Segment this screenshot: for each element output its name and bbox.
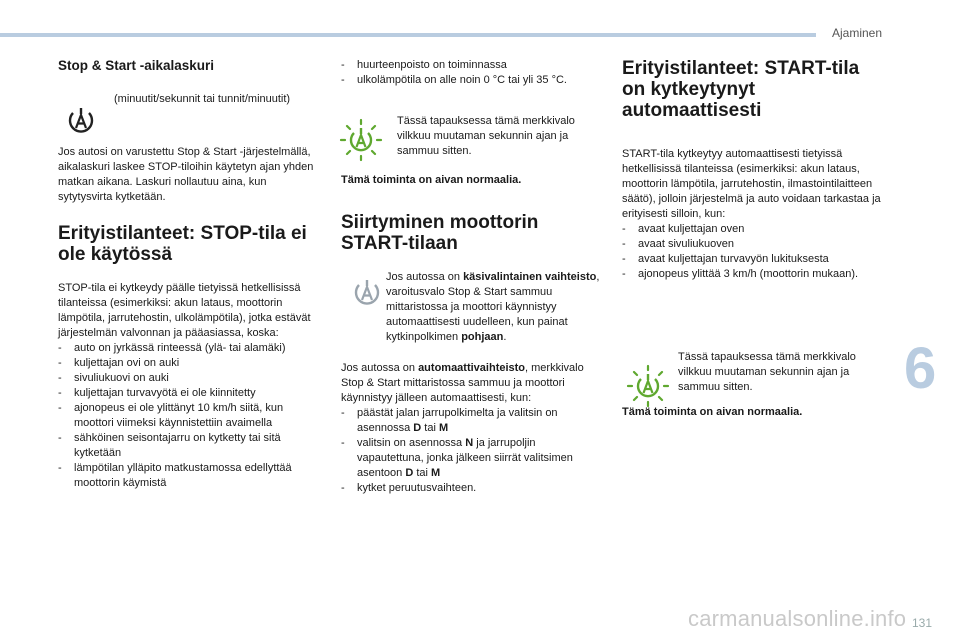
stop-start-green-icon <box>626 364 670 408</box>
counter-unit: (minuutit/sekunnit tai tunnit/minuutit) <box>114 93 291 105</box>
list-item: - sähköinen seisontajarru on kytketty tai sitä kytketään <box>58 431 320 461</box>
list-item: - avaat kuljettajan turvavyön lukituksesta <box>622 252 886 267</box>
section-title: Ajaminen <box>832 26 883 40</box>
blink-text: Tässä tapauksessa tämä merkkivalo vilkkuu muutaman sekunnin ajan ja sammuu sitten. <box>397 115 575 157</box>
start-intro: START-tila kytkeytyy automaattisesti tietyissä hetkellisissä tilanteissa (esimerkiksi: akun lataus, moottorin lämpötila, jarrutehostin, ilmastointilaitteen säätö), jolloin järjestelmä ja auto voidaan tarkastaa ja erityisesti silloin, kun: <box>622 148 881 220</box>
list-item: - päästät jalan jarrupolkimelta ja valitsin on asennossa D tai M <box>341 406 603 436</box>
stop-start-icon <box>64 104 98 138</box>
list-item: - kuljettajan turvavyötä ei ole kiinnitetty <box>58 386 320 401</box>
list-item: - ajonopeus ylittää 3 km/h (moottorin mukaan). <box>622 267 886 282</box>
normal-text: Tämä toiminta on aivan normaalia. <box>341 174 522 186</box>
blink-text: Tässä tapauksessa tämä merkkivalo vilkkuu muutaman sekunnin ajan ja sammuu sitten. <box>678 351 856 393</box>
list-item: - kuljettajan ovi on auki <box>58 356 320 371</box>
list-item: - kytket peruutusvaihteen. <box>341 481 603 496</box>
stop-heading: Erityistilanteet: STOP-tila ei ole käytössä <box>58 223 307 265</box>
list-item: - huurteenpoisto on toiminnassa <box>341 58 603 73</box>
list-item: - avaat kuljettajan oven <box>622 222 886 237</box>
stop-start-green-icon <box>339 118 383 162</box>
start-heading: Erityistilanteet: START-tila on kytkeytynyt automaattisesti <box>622 58 860 121</box>
stop-start-gray-icon <box>350 276 384 310</box>
list-item: - valitsin on asennossa N ja jarrupoljin vapautettuna, jonka jälkeen siirrät valitsimen asentoon D tai M <box>341 436 603 481</box>
chapter-number: 6 <box>904 336 937 401</box>
auto-gearbox-text: Jos autossa on automaattivaihteisto, merkkivalo Stop & Start mittaristossa sammuu ja moottori käynnistyy jälleen automaattisesti, kun: <box>341 362 584 404</box>
stop-conditions-list <box>58 341 320 491</box>
auto-start-list <box>341 406 603 496</box>
counter-heading: Stop & Start -aikalaskuri <box>58 58 215 73</box>
list-item: - ulkolämpötila on alle noin 0 °C tai yli 35 °C. <box>341 73 603 88</box>
page-number: 131 <box>912 616 933 630</box>
start-conditions-list <box>622 222 886 282</box>
counter-text: Jos autosi on varustettu Stop & Start -järjestelmällä, aikalaskuri laskee STOP-tiloihin käytetyn ajan yhden matkan aikana. Laskuri nollautuu aina, kun sytytysvirta kytketään. <box>58 146 314 203</box>
list-item: - lämpötilan ylläpito matkustamossa edellyttää moottorin käymistä <box>58 461 320 491</box>
list-item: - ajonopeus ei ole ylittänyt 10 km/h siitä, kun moottori viimeksi käynnistettiin avaimella <box>58 401 320 431</box>
manual-gearbox-text: Jos autossa on käsivalintainen vaihteisto, varoitusvalo Stop & Start sammuu mittaristossa ja moottori käynnistyy automaattisesti uudelleen, kun painat kytkinpolkimen pohjaan. <box>386 271 600 343</box>
stop-intro: STOP-tila ei kytkeydy päälle tietyissä hetkellisissä tilanteissa (esimerkiksi: akun lataus, moottorin lämpötila, jarrutehostin, ulkolämpötila), jotka estävät järjestelmän valvonnan ja pääasiassa, koska: <box>58 282 311 339</box>
list-item: - auto on jyrkässä rinteessä (ylä- tai alamäki) <box>58 341 320 356</box>
switch-heading: Siirtyminen moottorin START-tilaan <box>341 212 539 254</box>
list-item: - sivuliukuovi on auki <box>58 371 320 386</box>
normal-text: Tämä toiminta on aivan normaalia. <box>622 406 803 418</box>
watermark: carmanualsonline.info <box>688 606 907 631</box>
stop-conditions-continued <box>341 58 603 88</box>
list-item: - avaat sivuliukuoven <box>622 237 886 252</box>
header-accent-bar <box>0 33 816 37</box>
